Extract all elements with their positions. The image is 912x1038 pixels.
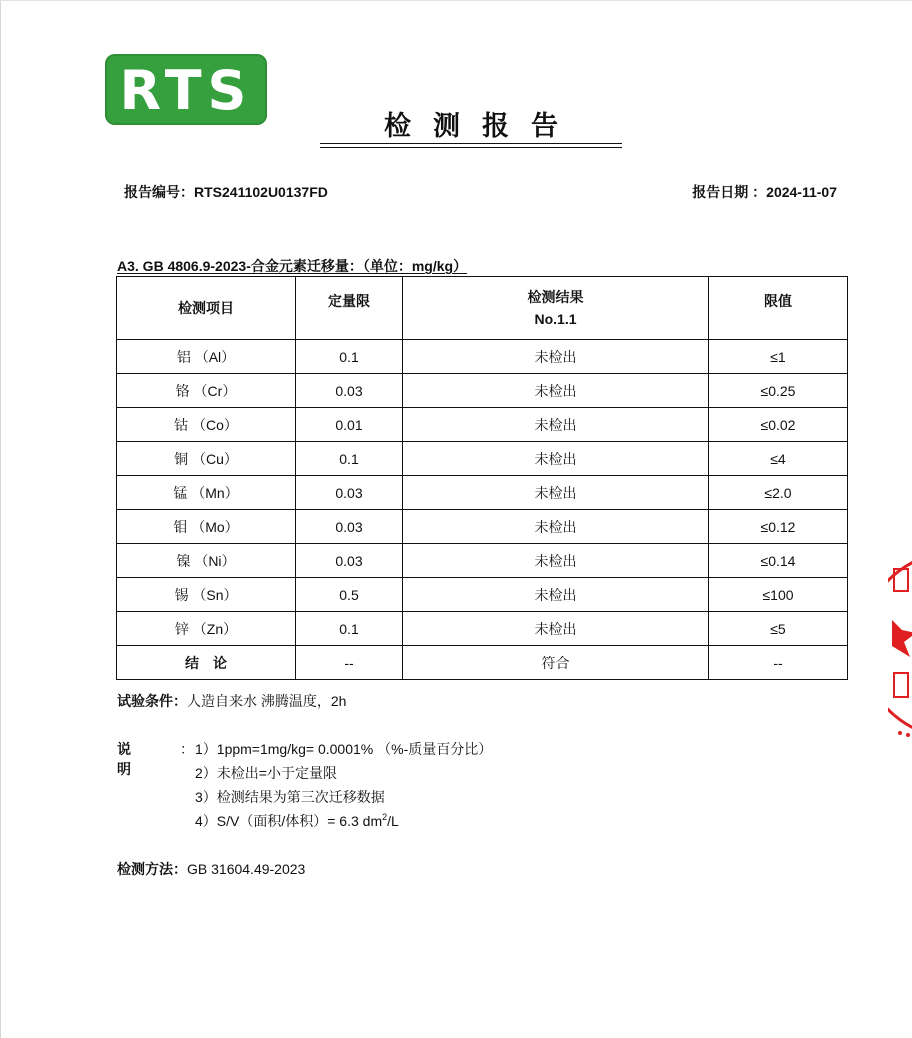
table-header-row [117, 277, 848, 340]
test-conditions-text: 人造自来水 沸腾温度，2h [187, 693, 347, 709]
cell-limit: ≤2.0 [709, 476, 848, 510]
table-row [117, 340, 848, 374]
page-left-edge [0, 0, 1, 1038]
report-number-label: 报告编号： [124, 184, 194, 200]
cell-loq: 0.01 [296, 408, 403, 442]
notes-colon: ： [180, 741, 194, 757]
cell-limit: ≤1 [709, 340, 848, 374]
cell-item: 锌 （Zn） [117, 612, 296, 646]
results-table [116, 276, 848, 680]
cell-item: 锰 （Mn） [117, 476, 296, 510]
cell-loq: 0.03 [296, 374, 403, 408]
cell-limit: ≤5 [709, 612, 848, 646]
cell-loq: 0.1 [296, 442, 403, 476]
header-loq: 定量限 [296, 277, 403, 340]
cell-loq: 0.03 [296, 544, 403, 578]
cell-item: 铬 （Cr） [117, 374, 296, 408]
notes-label-text: 说 明 [117, 741, 157, 777]
red-seal-stamp [888, 545, 912, 745]
cell-limit: ≤4 [709, 442, 848, 476]
report-date-label: 报告日期 ： [692, 184, 767, 200]
header-item: 检测项目 [117, 277, 296, 340]
report-date-value: 2024-11-07 [766, 184, 837, 200]
table-row [117, 578, 848, 612]
note-item-4-suffix: /L [387, 813, 399, 829]
cell-result: 未检出 [403, 442, 709, 476]
test-method-label: 检测方法： [117, 861, 187, 877]
cell-item: 钼 （Mo） [117, 510, 296, 544]
report-number-value: RTS241102U0137FD [194, 184, 328, 200]
note-item-4-text: 4）S/V（面积/体积）= 6.3 dm [195, 813, 383, 829]
notes-label [117, 739, 187, 779]
document-title: 检测报告 [384, 111, 580, 142]
conclusion-row [117, 646, 848, 680]
cell-result: 未检出 [403, 408, 709, 442]
logo-text: RTS [119, 59, 253, 122]
header-result [403, 277, 709, 340]
cell-limit: ≤0.14 [709, 544, 848, 578]
note-item-2: 2）未检出=小于定量限 [195, 765, 337, 781]
section-title: A3. GB 4806.9-2023-合金元素迁移量：（单位：mg/kg） [117, 258, 468, 274]
header-result-line1: 检测结果 [527, 289, 584, 305]
cell-loq: 0.1 [296, 340, 403, 374]
cell-result: 未检出 [403, 510, 709, 544]
cell-item: 铜 （Cu） [117, 442, 296, 476]
cell-item: 镍 （Ni） [117, 544, 296, 578]
cell-loq: 0.1 [296, 612, 403, 646]
cell-limit: ≤0.12 [709, 510, 848, 544]
conclusion-label: 结论 [117, 646, 296, 680]
cell-loq: 0.03 [296, 476, 403, 510]
title-underline-double [320, 147, 622, 148]
cell-limit: ≤0.25 [709, 374, 848, 408]
conclusion-loq: -- [296, 646, 403, 680]
rts-logo [105, 54, 267, 125]
cell-loq: 0.5 [296, 578, 403, 612]
table-row [117, 510, 848, 544]
test-conditions [117, 691, 346, 711]
header-result-line2: No.1.1 [534, 311, 577, 327]
header-limit: 限值 [709, 277, 848, 340]
table-row [117, 374, 848, 408]
cell-limit: ≤0.02 [709, 408, 848, 442]
note-item-3: 3）检测结果为第三次迁移数据 [195, 789, 385, 805]
note-item-1: 1）1ppm=1mg/kg= 0.0001% （%-质量百分比） [195, 741, 493, 757]
table-row [117, 408, 848, 442]
cell-item: 钴 （Co） [117, 408, 296, 442]
cell-result: 未检出 [403, 544, 709, 578]
note-item-4 [195, 811, 399, 831]
cell-result: 未检出 [403, 578, 709, 612]
test-method-text: GB 31604.49-2023 [187, 861, 306, 877]
cell-loq: 0.03 [296, 510, 403, 544]
note-item-4-sup: 2 [382, 812, 388, 822]
table-row [117, 544, 848, 578]
cell-result: 未检出 [403, 476, 709, 510]
test-method [117, 859, 305, 879]
cell-item: 锡 （Sn） [117, 578, 296, 612]
title-underline [320, 143, 622, 144]
test-conditions-label: 试验条件： [117, 693, 187, 709]
report-date [692, 182, 837, 202]
table-row [117, 442, 848, 476]
cell-result: 未检出 [403, 340, 709, 374]
report-number [124, 182, 328, 202]
table-row [117, 612, 848, 646]
page-top-edge [0, 0, 912, 1]
conclusion-result: 符合 [403, 646, 709, 680]
cell-result: 未检出 [403, 612, 709, 646]
cell-limit: ≤100 [709, 578, 848, 612]
table-row [117, 476, 848, 510]
cell-result: 未检出 [403, 374, 709, 408]
cell-item: 铝 （Al） [117, 340, 296, 374]
conclusion-limit: -- [709, 646, 848, 680]
